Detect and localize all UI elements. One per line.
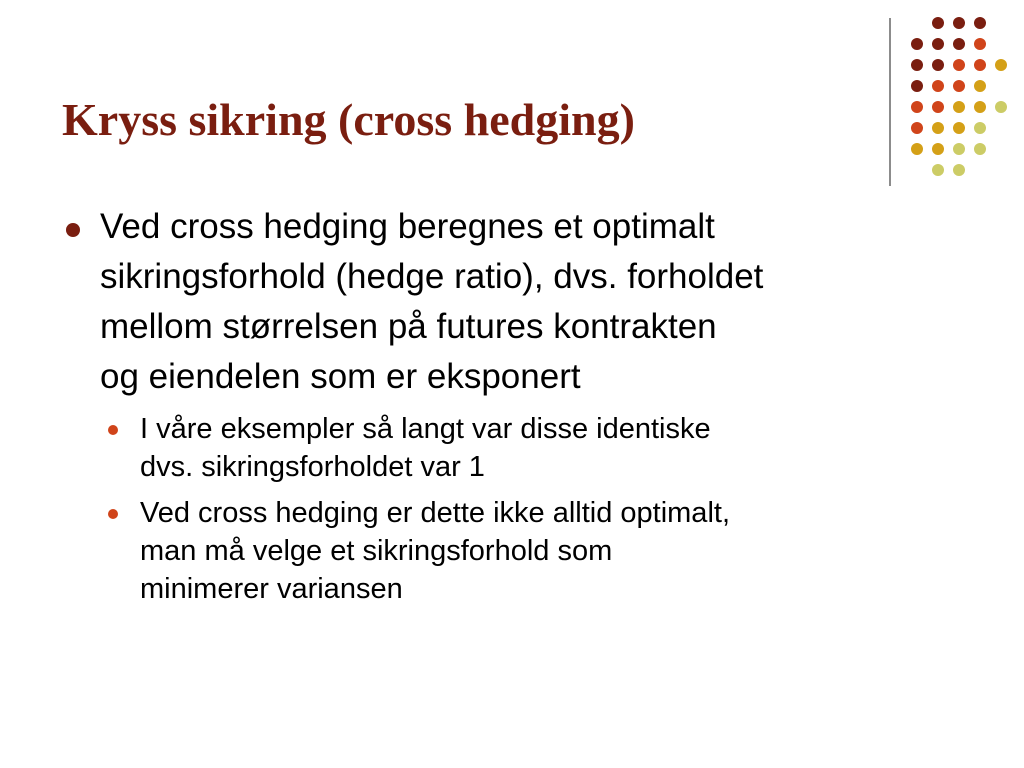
slide-title: Kryss sikring (cross hedging) [62, 94, 635, 145]
decorative-dot [911, 122, 923, 134]
decorative-dot [974, 143, 986, 155]
bullet-line: sikringsforhold (hedge ratio), dvs. forholdet [100, 257, 764, 296]
decorative-dot [953, 143, 965, 155]
decorative-dot [974, 80, 986, 92]
decorative-dot [932, 122, 944, 134]
decorative-dot [932, 38, 944, 50]
decorative-dot [911, 143, 923, 155]
decorative-dot [974, 38, 986, 50]
bullet-item [62, 202, 982, 402]
decorative-dot [974, 59, 986, 71]
decorative-dot [932, 17, 944, 29]
sub-bullet-line: Ved cross hedging er dette ikke alltid optimalt, [140, 497, 730, 529]
sub-bullet-line: man må velge et sikringsforhold som [140, 535, 613, 567]
sub-bullet-line: minimerer variansen [140, 573, 403, 605]
decorative-dot [953, 101, 965, 113]
decorative-dot [953, 122, 965, 134]
sub-bullet-line: dvs. sikringsforholdet var 1 [140, 451, 485, 483]
decorative-dot [911, 101, 923, 113]
sub-bullet-item [62, 494, 982, 608]
decorative-dot [932, 80, 944, 92]
decorative-dot [911, 38, 923, 50]
decorative-dot [932, 101, 944, 113]
decorative-dot [932, 143, 944, 155]
bullet-dot-icon [66, 223, 80, 237]
sub-bullet-dot-icon [108, 509, 118, 519]
decorative-dot [953, 59, 965, 71]
decorative-dot [911, 80, 923, 92]
vertical-divider [889, 18, 891, 186]
bullet-list [62, 202, 982, 608]
decorative-dot [932, 59, 944, 71]
decorative-dot [953, 38, 965, 50]
bullet-line: og eiendelen som er eksponert [100, 357, 581, 396]
decorative-dot [953, 80, 965, 92]
decorative-dot [974, 101, 986, 113]
decorative-dot [953, 164, 965, 176]
decorative-dot [911, 59, 923, 71]
decorative-dot [974, 122, 986, 134]
decorative-dot [995, 59, 1007, 71]
sub-bullet-dot-icon [108, 425, 118, 435]
decorative-dot [953, 17, 965, 29]
sub-bullet-item [62, 410, 982, 486]
sub-bullet-line: I våre eksempler så langt var disse identiske [140, 413, 711, 445]
decorative-dot [932, 164, 944, 176]
decorative-dot [995, 101, 1007, 113]
decorative-dot [974, 17, 986, 29]
bullet-line: mellom størrelsen på futures kontrakten [100, 307, 717, 346]
bullet-line: Ved cross hedging beregnes et optimalt [100, 207, 715, 246]
